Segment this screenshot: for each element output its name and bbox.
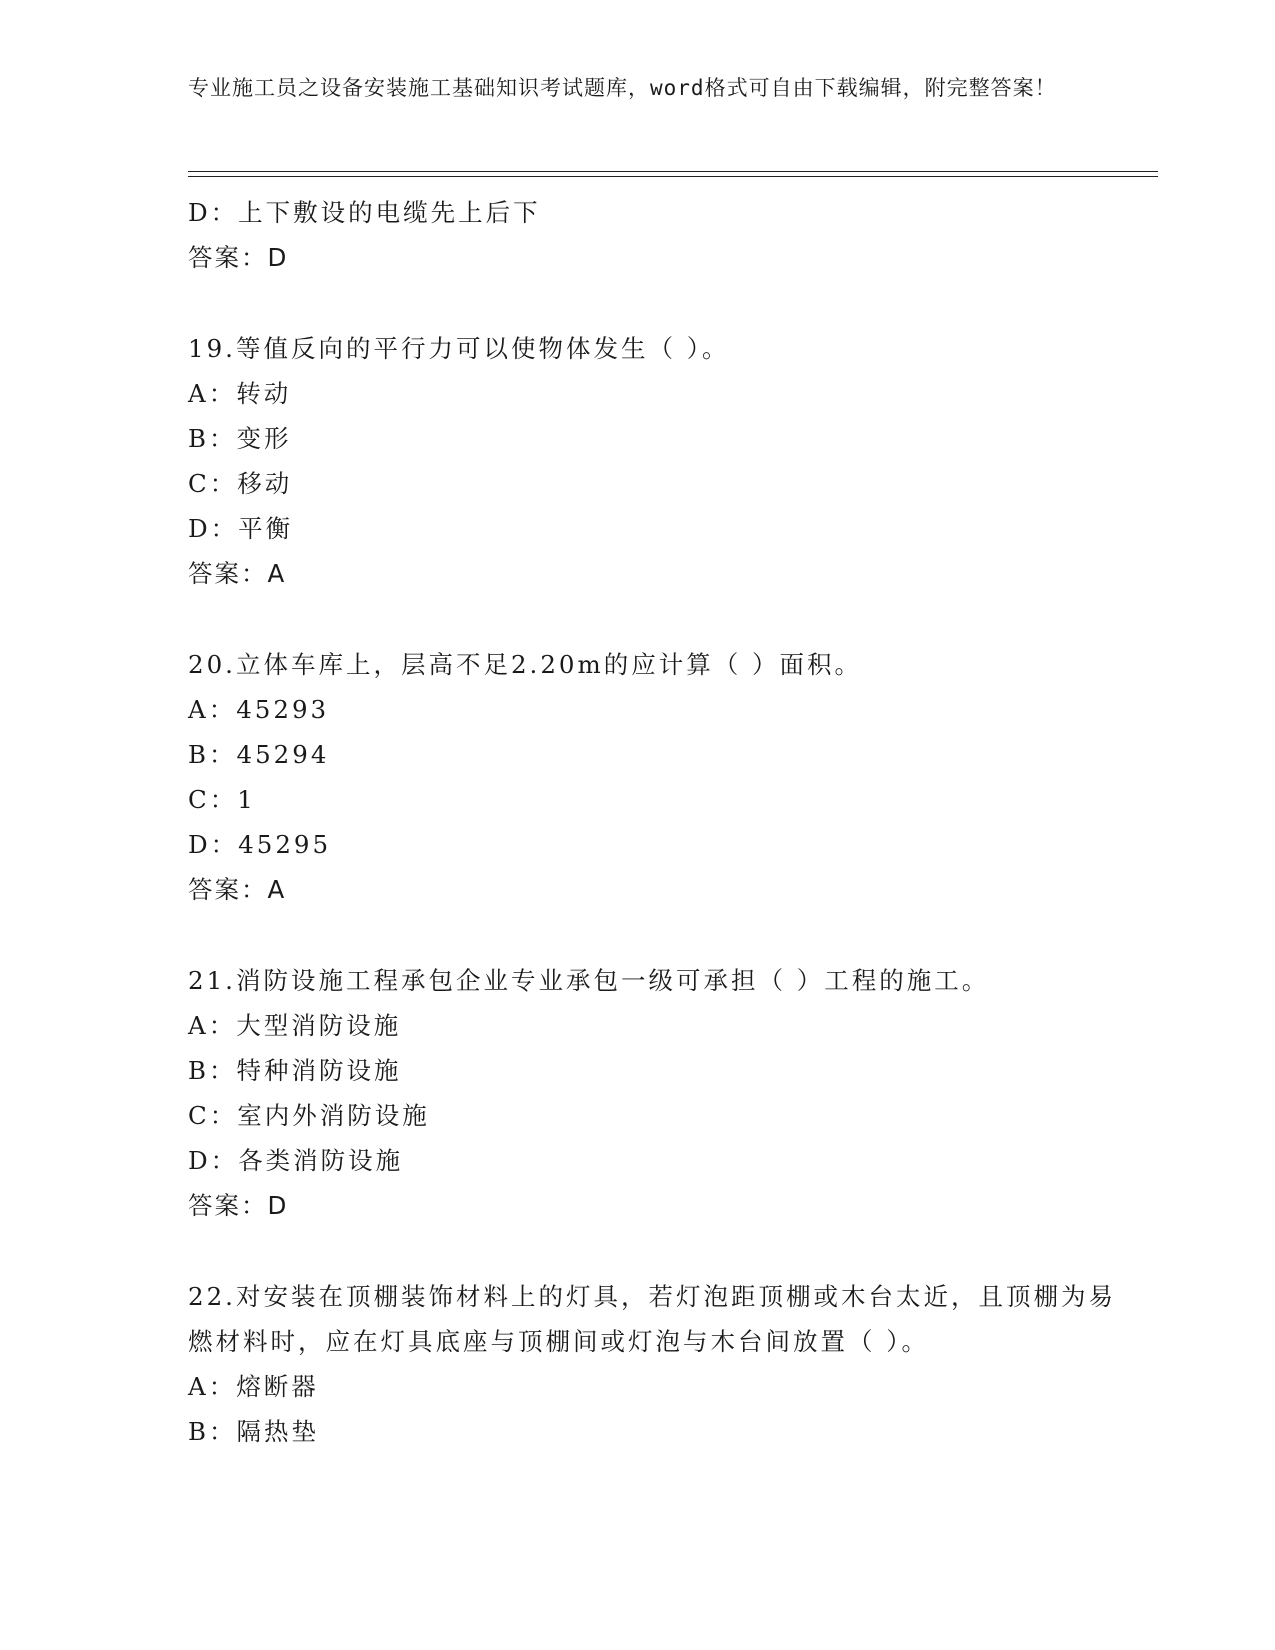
option-b: B：45294 [188,740,330,769]
answer-line: 答案：A [188,875,287,904]
answer-line: 答案：D [188,1191,289,1220]
option-d: D：各类消防设施 [188,1146,404,1175]
option-b: B：变形 [188,424,292,453]
question-20 [188,642,1128,912]
option-c: C：室内外消防设施 [188,1101,430,1130]
option-c: C：移动 [188,469,293,498]
question-stem: 21.消防设施工程承包企业专业承包一级可承担（ ）工程的施工。 [188,966,990,995]
header-rule-top [188,171,1158,172]
option-d: D：上下敷设的电缆先上后下 [188,198,541,227]
option-a: A：45293 [188,695,330,724]
question-21 [188,958,1128,1228]
option-a: A：熔断器 [188,1372,319,1401]
question-stem: 22.对安装在顶棚装饰材料上的灯具，若灯泡距顶棚或木台太近，且顶棚为易燃材料时，应在灯具底座与顶棚间或灯泡与木台间放置（ ）。 [188,1282,1116,1356]
question-list [188,190,1128,1454]
document-header: 专业施工员之设备安装施工基础知识考试题库，word格式可自由下载编辑，附完整答案！ [188,76,1057,100]
option-b: B：特种消防设施 [188,1056,402,1085]
option-a: A：转动 [188,379,292,408]
question-stem: 19.等值反向的平行力可以使物体发生（ ）。 [188,334,730,363]
option-c: C：1 [188,785,256,814]
option-a: A：大型消防设施 [188,1011,402,1040]
question-19 [188,326,1128,596]
question-stem: 20.立体车库上，层高不足2.20m的应计算（ ）面积。 [188,650,863,679]
option-d: D：45295 [188,830,332,859]
option-b: B：隔热垫 [188,1417,320,1446]
header-rule-bottom [188,176,1158,177]
answer-line: 答案：D [188,243,289,272]
answer-line: 答案：A [188,559,287,588]
question-22 [188,1274,1128,1454]
option-d: D：平衡 [188,514,294,543]
